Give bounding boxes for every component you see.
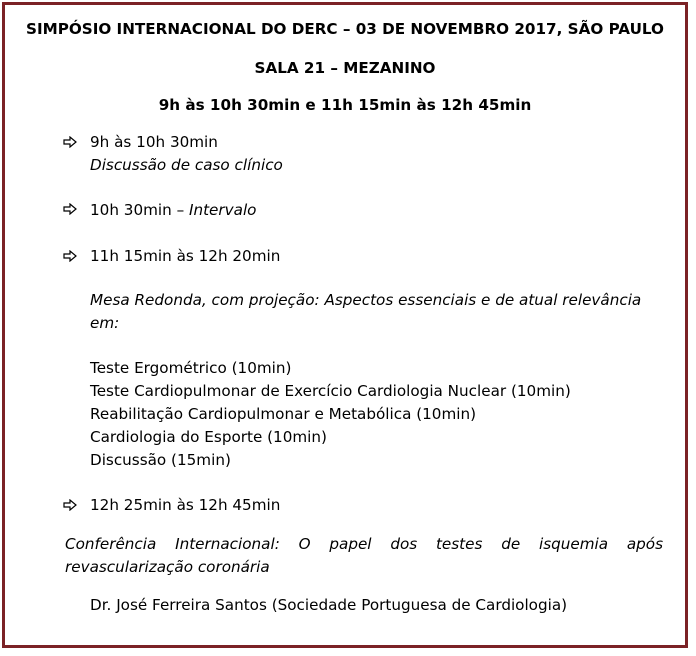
topic-item: Teste Cardiopulmonar de Exercício Cardiologia Nuclear (10min)	[90, 382, 571, 400]
arrow-right-outline-icon	[63, 250, 77, 262]
conference-title-line-2: revascularização coronária	[65, 558, 270, 576]
speaker-name: Dr. José Ferreira Santos (Sociedade Portuguesa de Cardiologia)	[90, 596, 568, 614]
session-1-description: Discussão de caso clínico	[90, 156, 283, 174]
program-frame	[2, 2, 688, 648]
arrow-right-outline-icon	[63, 499, 77, 511]
session-2-row	[90, 200, 256, 220]
session-3-time: 11h 15min às 12h 20min	[90, 247, 281, 265]
session-3-description-line-2: em:	[90, 314, 120, 332]
topic-item: Reabilitação Cardiopulmonar e Metabólica (10min)	[90, 405, 477, 423]
arrow-right-outline-icon	[63, 136, 77, 148]
arrow-right-outline-icon	[63, 203, 77, 215]
schedule-summary: 9h às 10h 30min e 11h 15min às 12h 45min	[158, 96, 532, 114]
session-2-time: 10h 30min –	[90, 201, 185, 219]
session-4-time: 12h 25min às 12h 45min	[90, 496, 281, 514]
program-title: SIMPÓSIO INTERNACIONAL DO DERC – 03 DE NOVEMBRO 2017, SÃO PAULO	[26, 20, 664, 38]
room-label: SALA 21 – MEZANINO	[254, 59, 436, 77]
session-2-description: Intervalo	[189, 201, 257, 219]
session-3-description-line-1: Mesa Redonda, com projeção: Aspectos essenciais e de atual relevância	[90, 291, 642, 309]
topic-item: Discussão (15min)	[90, 451, 231, 469]
session-1-time: 9h às 10h 30min	[90, 133, 218, 151]
conference-title-line-1: Conferência Internacional: O papel dos testes de isquemia após	[65, 535, 663, 553]
topic-item: Cardiologia do Esporte (10min)	[90, 428, 327, 446]
topic-item: Teste Ergométrico (10min)	[90, 359, 292, 377]
